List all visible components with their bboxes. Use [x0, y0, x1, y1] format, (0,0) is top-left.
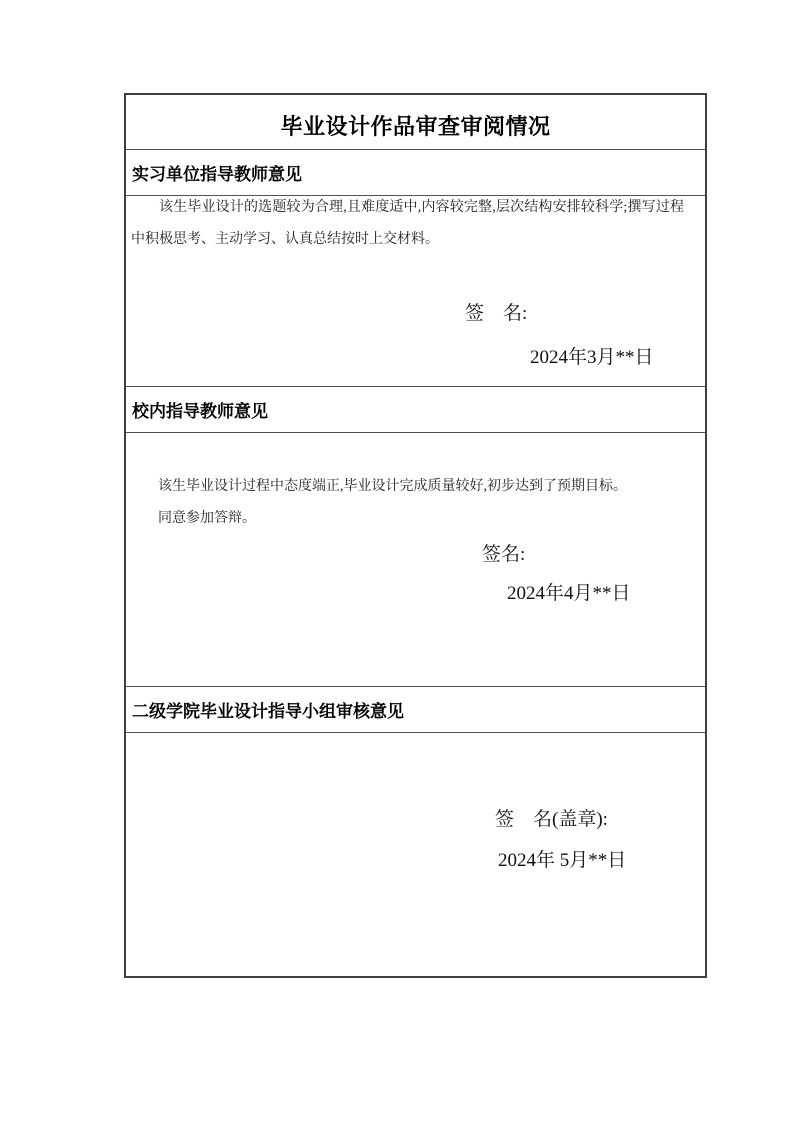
review-form-table: [124, 93, 707, 978]
college-review-group-opinion-cell: [126, 733, 705, 976]
signature-date: 2024年 5月**日: [498, 850, 627, 871]
section-header-internship-supervisor: [126, 150, 705, 196]
section-header-college-review-group: [126, 687, 705, 733]
section-header-label: 校内指导教师意见: [132, 402, 268, 421]
opinion-text: [158, 471, 670, 535]
section-header-label: 实习单位指导教师意见: [132, 165, 302, 184]
opinion-line: 同意参加答辩。: [158, 511, 256, 526]
signature-label: 签名:: [482, 544, 526, 565]
signature-label: 签 名:: [465, 303, 528, 324]
section-header-school-supervisor: [126, 387, 705, 433]
section-header-label: 二级学院毕业设计指导小组审核意见: [132, 702, 404, 721]
form-title-row: [126, 95, 705, 150]
opinion-text: 该生毕业设计的选题较为合理,且难度适中,内容较完整,层次结构安排较科学;撰写过程中积极思考、主动学习、认真总结按时上交材料。: [131, 200, 684, 247]
signature-date: 2024年4月**日: [507, 583, 631, 604]
opinion-line: 该生毕业设计过程中态度端正,毕业设计完成质量较好,初步达到了预期目标。: [158, 479, 627, 494]
form-title: 毕业设计作品审查审阅情况: [280, 113, 551, 139]
signature-date: 2024年3月**日: [530, 347, 654, 368]
internship-supervisor-opinion-cell: [126, 196, 705, 387]
signature-label: 签 名(盖章):: [495, 809, 608, 830]
school-supervisor-opinion-cell: [126, 433, 705, 687]
